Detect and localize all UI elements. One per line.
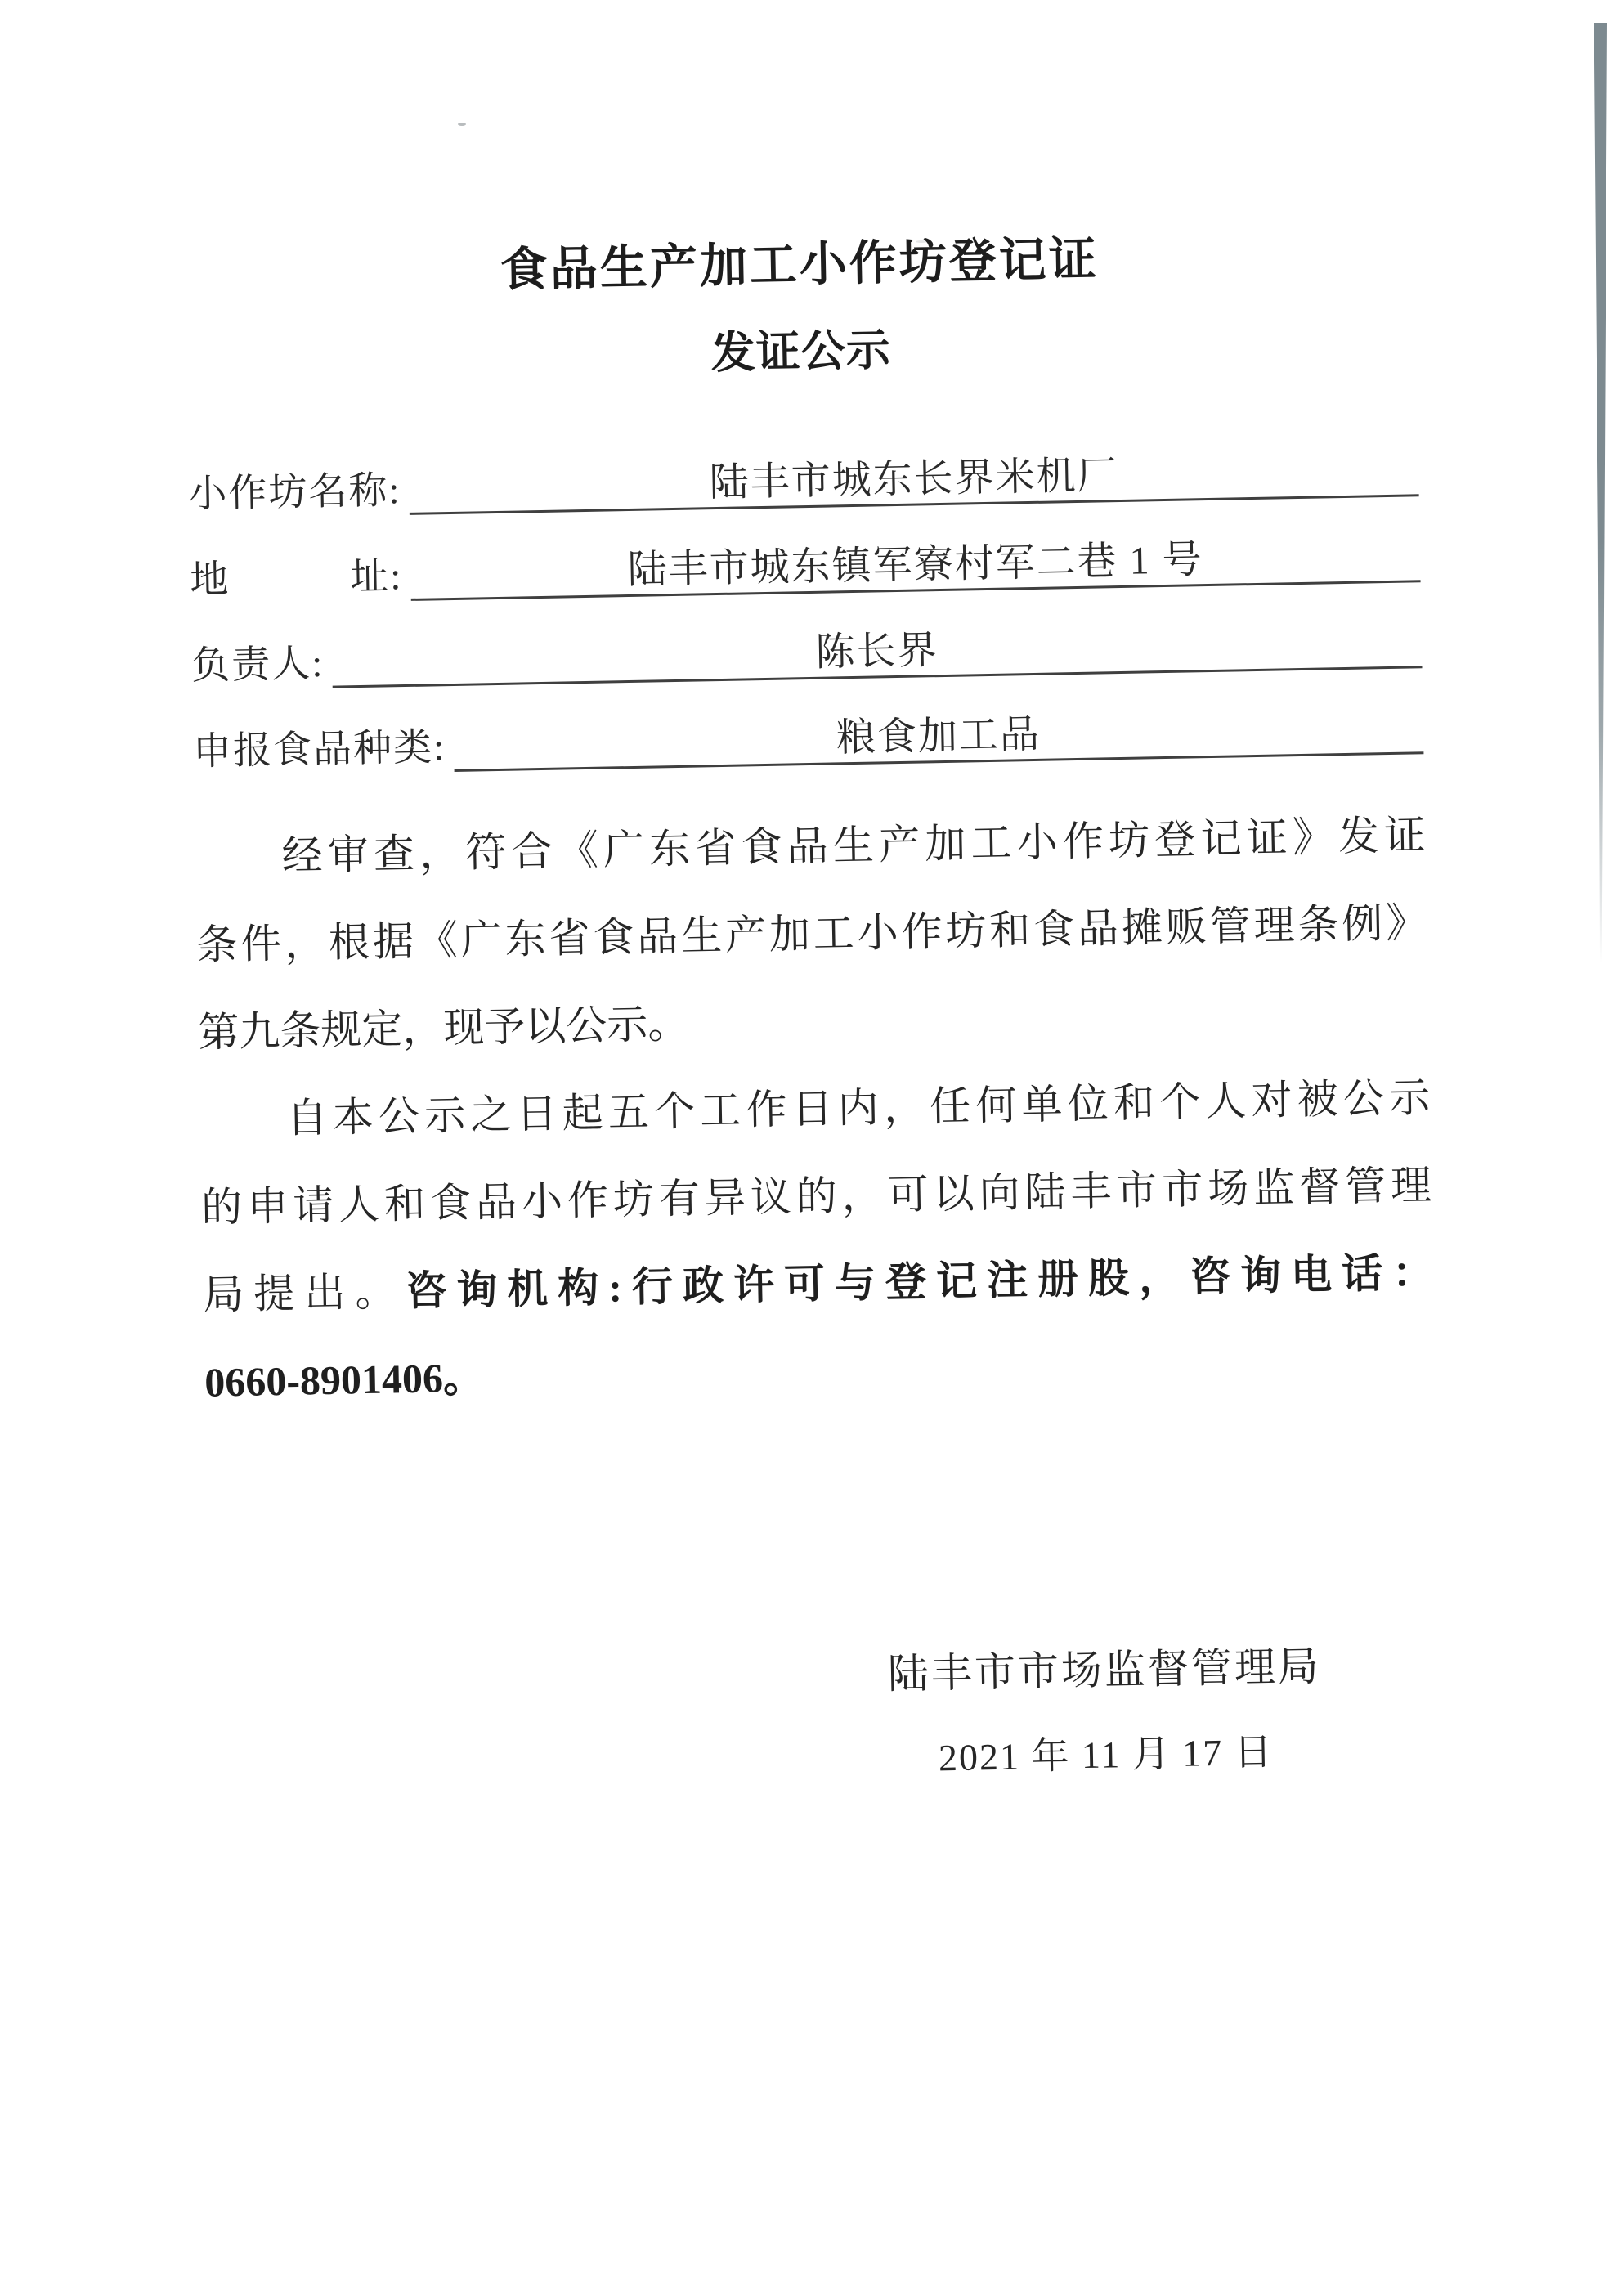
signature-block [887,1642,1323,1783]
paragraph-indent [195,870,277,872]
paragraph-text: 的申请人和食品小作坊有异议的，可以向陆丰市市场监督管理 [200,1162,1432,1231]
field-label: 地 址: [189,555,403,602]
paragraph-objection [199,1054,1436,1427]
paragraph-approval [195,791,1430,1077]
paragraph-text: 局提出。 [202,1268,406,1318]
field-underline [409,446,1419,515]
field-value: 陆丰市城东长界米机厂 [709,454,1119,505]
form-fields [188,446,1424,813]
field-label: 小作坊名称: [187,469,401,516]
field-value: 粮食加工品 [836,712,1042,760]
paragraph-text: 自本公示之日起五个工作日内，任何单位和个人对被公示 [280,1074,1431,1141]
scanner-edge-artifact [1594,23,1607,963]
paragraph-text: 第九条规定，现予以公示。 [197,1000,689,1056]
document-content [180,0,1452,2296]
contact-phone: 0660-8901406。 [204,1354,485,1406]
paragraph-text: 经审查，符合《广东省食品生产加工小作坊登记证》发证 [276,812,1426,879]
field-label: 负责人: [190,642,325,688]
field-value: 陈长界 [815,629,939,675]
issue-date: 2021 年 11 月 17 日 [938,1730,1275,1779]
body-paragraphs [195,791,1436,1426]
field-label: 申报食品种类: [192,726,446,774]
agency-name: 陆丰市市场监督管理局 [887,1643,1322,1697]
contact-info-bold: 咨询机构:行政许可与登记注册股，咨询电话： [405,1249,1434,1315]
paragraph-text: 条件，根据《广东省食品生产加工小作坊和食品摊贩管理条例》 [195,899,1427,968]
field-value: 陆丰市城东镇军寮村军二巷 1 号 [627,538,1204,593]
page-title: 食品生产加工小作坊登记证 [500,232,1100,297]
page-subtitle: 发证公示 [710,325,892,378]
paragraph-indent [200,1132,282,1134]
